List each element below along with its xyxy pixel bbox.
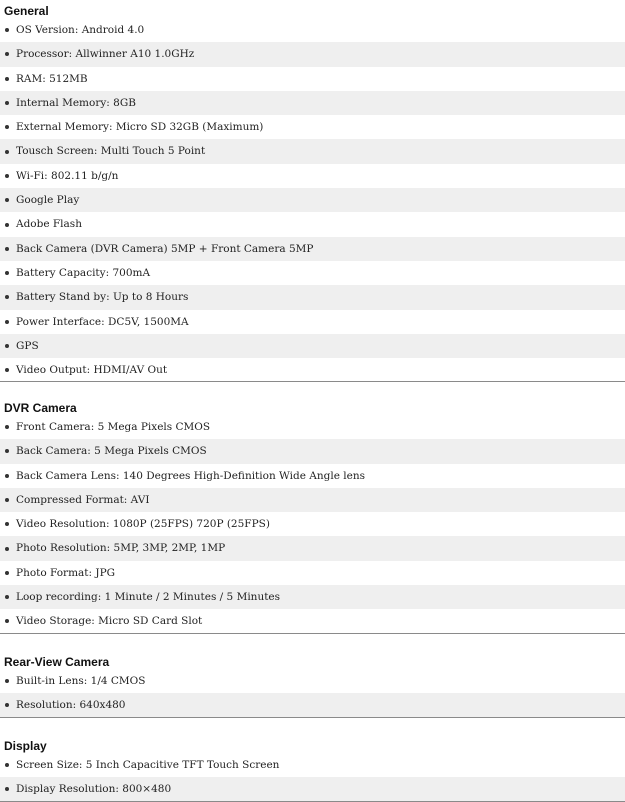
bullet-icon [5,28,9,32]
spec-list [0,18,625,382]
spec-item [0,212,625,236]
bullet-icon [5,368,9,372]
section-title: General [4,4,49,18]
spec-text: Battery Stand by: Up to 8 Hours [16,291,189,304]
spec-list [0,669,625,718]
bullet-icon [5,150,9,154]
bullet-icon [5,703,9,707]
spec-text: Google Play [16,194,80,207]
spec-text: Back Camera: 5 Mega Pixels CMOS [16,445,207,458]
bullet-icon [5,320,9,324]
spec-item [0,439,625,463]
spec-text: Built-in Lens: 1/4 CMOS [16,675,146,687]
spec-item [0,261,625,285]
section-title: Display [4,739,47,753]
bullet-icon [5,595,9,599]
spec-text: Back Camera (DVR Camera) 5MP + Front Camera 5MP [16,242,314,255]
spec-text: Loop recording: 1 Minute / 2 Minutes / 5 Minutes [16,591,281,604]
spec-text: External Memory: Micro SD 32GB (Maximum) [16,121,264,134]
bullet-icon [5,498,9,502]
bullet-icon [5,763,9,767]
spec-item [0,115,625,139]
section-general [0,4,625,382]
spec-item [0,237,625,261]
spec-item [0,18,625,42]
spec-item [0,512,625,536]
spec-list [0,753,625,802]
bullet-icon [5,101,9,105]
bullet-icon [5,571,9,575]
spec-text: OS Version: Android 4.0 [16,24,145,36]
section-dvr-camera [0,401,625,634]
spec-list [0,415,625,634]
spec-item [0,358,625,382]
spec-item [0,188,625,212]
section-rear-view-camera [0,655,625,718]
spec-text: Screen Size: 5 Inch Capacitive TFT Touch Screen [16,759,280,771]
spec-text: Photo Format: JPG [16,566,116,579]
spec-text: Front Camera: 5 Mega Pixels CMOS [16,421,211,433]
bullet-icon [5,52,9,56]
bullet-icon [5,547,9,551]
spec-item [0,609,625,633]
spec-text: Tousch Screen: Multi Touch 5 Point [16,145,206,158]
section-display [0,739,625,802]
spec-text: Video Resolution: 1080P (25FPS) 720P (25FPS) [16,518,270,531]
spec-text: Battery Capacity: 700mA [16,266,151,279]
bullet-icon [5,425,9,429]
bullet-icon [5,174,9,178]
spec-item [0,693,625,717]
bullet-icon [5,295,9,299]
spec-item [0,415,625,439]
bullet-icon [5,77,9,81]
spec-text: Resolution: 640x480 [16,698,126,711]
spec-text: Photo Resolution: 5MP, 3MP, 2MP, 1MP [16,542,226,555]
bullet-icon [5,125,9,129]
spec-text: Adobe Flash [16,218,82,231]
spec-item [0,139,625,163]
bullet-icon [5,522,9,526]
bullet-icon [5,449,9,453]
spec-text: GPS [16,339,39,352]
spec-item [0,753,625,777]
bullet-icon [5,474,9,478]
bullet-icon [5,198,9,202]
spec-item [0,777,625,801]
spec-item [0,310,625,334]
spec-item [0,488,625,512]
spec-text: Internal Memory: 8GB [16,96,136,109]
section-title: Rear-View Camera [4,655,110,669]
spec-text: Video Output: HDMI/AV Out [16,363,168,376]
spec-item [0,91,625,115]
bullet-icon [5,679,9,683]
spec-item [0,334,625,358]
bullet-icon [5,271,9,275]
spec-text: Wi-Fi: 802.11 b/g/n [16,169,119,182]
spec-text: Processor: Allwinner A10 1.0GHz [16,48,195,61]
spec-text: Back Camera Lens: 140 Degrees High-Definition Wide Angle lens [16,469,365,482]
bullet-icon [5,787,9,791]
spec-item [0,464,625,488]
spec-item [0,164,625,188]
bullet-icon [5,619,9,623]
bullet-icon [5,247,9,251]
spec-text: Display Resolution: 800×480 [16,782,172,795]
spec-item [0,42,625,66]
spec-item [0,536,625,560]
spec-item [0,285,625,309]
bullet-icon [5,344,9,348]
spec-item [0,561,625,585]
spec-text: Compressed Format: AVI [16,493,150,506]
bullet-icon [5,223,9,227]
section-title: DVR Camera [4,401,77,415]
spec-text: RAM: 512MB [16,72,88,85]
spec-item [0,67,625,91]
spec-item [0,669,625,693]
spec-text: Video Storage: Micro SD Card Slot [16,614,203,627]
spec-item [0,585,625,609]
spec-text: Power Interface: DC5V, 1500MA [16,315,189,328]
